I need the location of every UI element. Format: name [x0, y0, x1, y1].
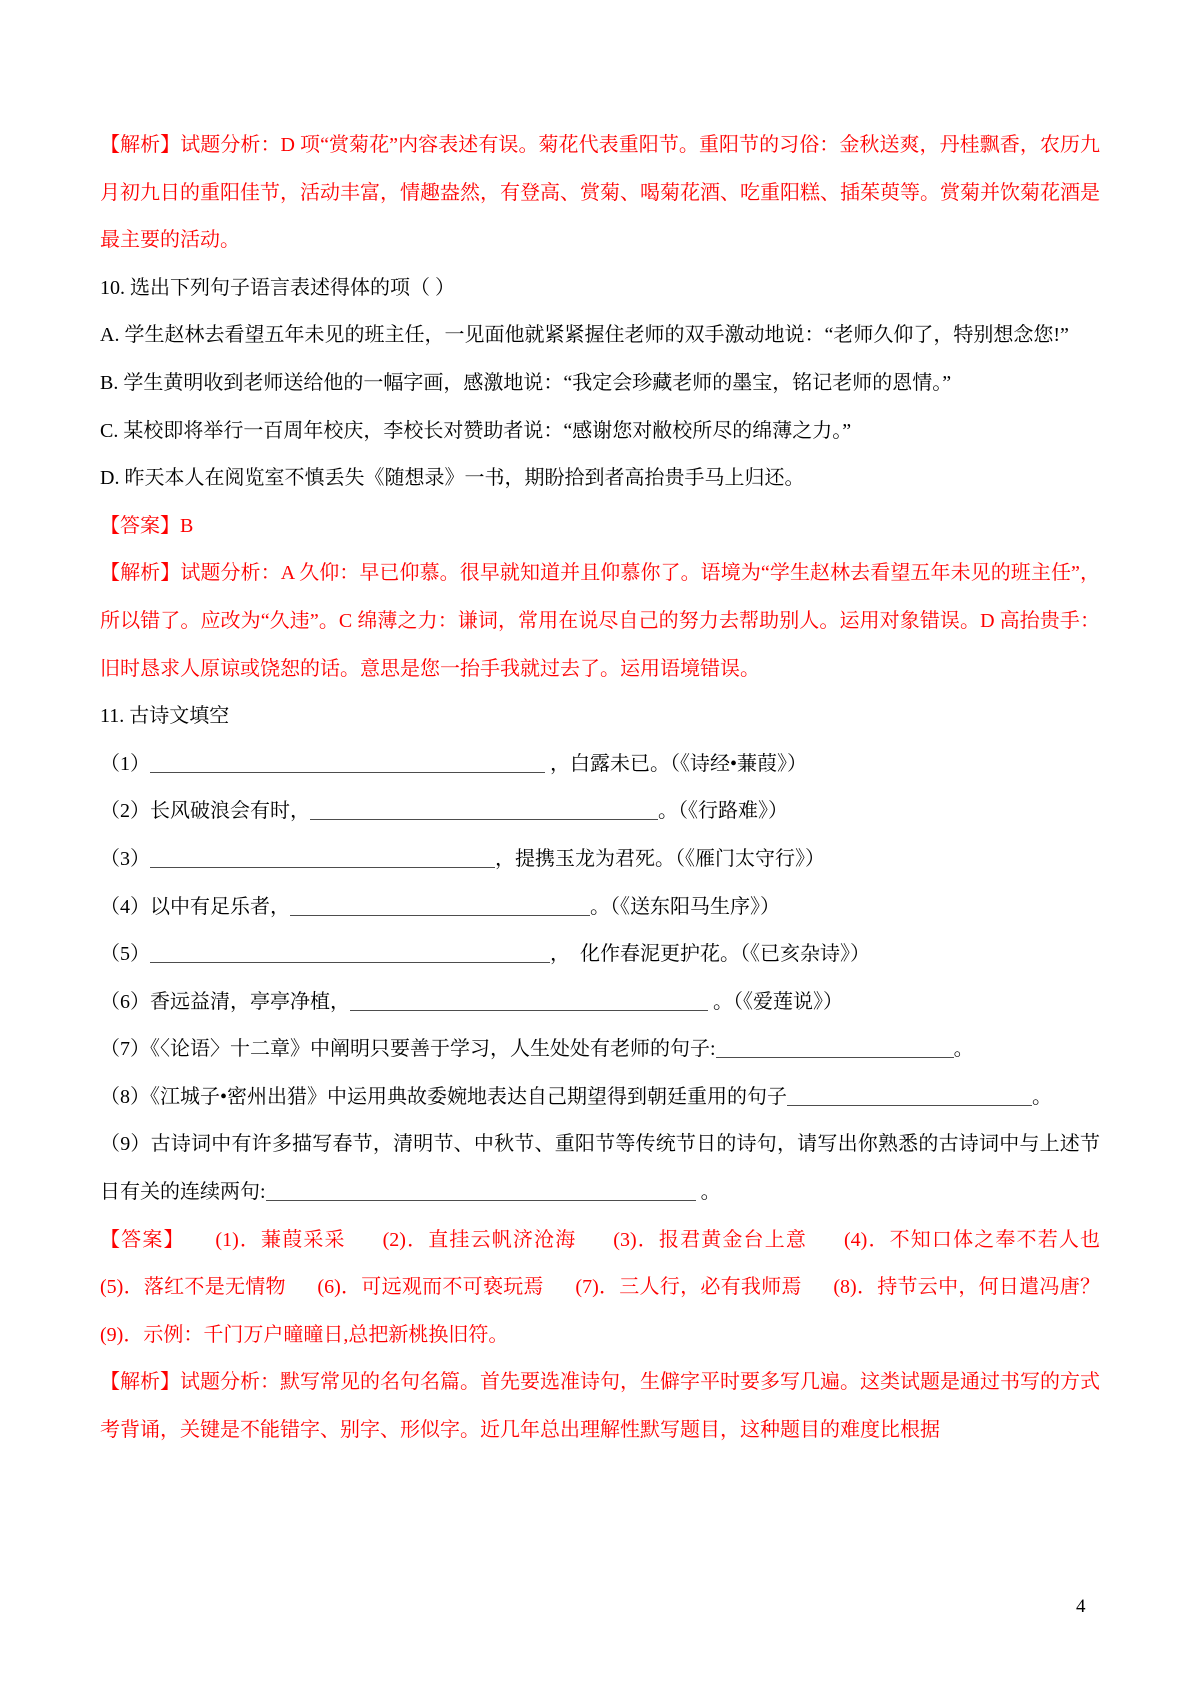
fill-item-text: 古诗词中有许多描写春节，清明节、中秋节、重阳节等传统节日的诗句，请写出你熟悉的古诗词中与上述节日有关的连续两句:: [100, 1133, 1101, 1204]
answer-value: B: [180, 514, 194, 537]
fill-item-number: （3）: [100, 847, 150, 870]
question-11-stem: 11. 古诗文填空: [100, 705, 230, 728]
fill-item-text: ， 化作春泥更护花。（《已亥杂诗》）: [550, 943, 870, 966]
fill-item-1: [100, 741, 1100, 789]
fill-item-text: ，白露未已。（《诗经•蒹葭》）: [545, 752, 808, 775]
analysis-paragraph-q9: [100, 122, 1100, 265]
answer-label: 【答案】: [100, 1228, 185, 1251]
option-text: 学生赵林去看望五年未见的班主任，一见面他就紧紧握住老师的双手激动地说：“老师久仰了，特别想念您!”: [124, 324, 1069, 347]
question-11-items: [100, 741, 1100, 1217]
fill-item-8: [100, 1074, 1100, 1122]
page-number: 4: [1076, 1596, 1086, 1617]
analysis-label: 【解析】: [100, 562, 181, 585]
question-10-analysis: [100, 550, 1100, 693]
fill-item-5: [100, 931, 1100, 979]
fill-item-number: （8）: [100, 1085, 150, 1108]
fill-item-text: 《江城子•密州出猎》中运用典故委婉地表达自己期望得到朝廷重用的句子: [150, 1085, 788, 1108]
fill-blank-line: [787, 1085, 1032, 1106]
fill-item-text: 。（《送东阳马生序》）: [590, 895, 780, 918]
answer-label: 【答案】: [100, 514, 180, 537]
page-content: [100, 122, 1131, 1455]
option-c: [100, 408, 1100, 456]
fill-item-number: （5）: [100, 943, 150, 966]
fill-blank-line: [266, 1180, 696, 1201]
analysis-text: 试题分析：A 久仰：早已仰慕。很早就知道并且仰慕你了。语境为“学生赵林去看望五年未见的班主任”，所以错了。应改为“久违”。C 绵薄之力：谦词，常用在说尽自己的努力去帮助别人。运用对象错误。D 高抬贵手：旧时恳求人原谅或饶恕的话。意思是您一抬手我就过去了。运用语境错误。: [100, 562, 1100, 680]
fill-blank-line: [310, 799, 658, 820]
fill-item-text: 。: [695, 1181, 721, 1204]
fill-item-number: （7）: [100, 1038, 150, 1061]
option-b: [100, 360, 1100, 408]
fill-item-text: 。（《爱莲说》）: [708, 990, 843, 1013]
option-text: 昨天本人在阅览室不慎丢失《随想录》一书，期盼拾到者高抬贵手马上归还。: [124, 467, 805, 490]
fill-item-text: ，提携玉龙为君死。（《雁门太守行》）: [495, 847, 825, 870]
question-10-stem: 10. 选出下列句子语言表述得体的项（ ）: [100, 276, 455, 299]
fill-item-text: 。: [1032, 1085, 1053, 1108]
fill-item-number: （2）: [100, 800, 150, 823]
option-text: 某校即将举行一百周年校庆，李校长对赞助者说：“感谢您对敝校所尽的绵薄之力。”: [123, 419, 852, 442]
fill-blank-line: [150, 942, 550, 963]
analysis-text: 试题分析：默写常见的名句名篇。首先要选准诗句，生僻字平时要多写几遍。这类试题是通过书写的方式考背诵，关键是不能错字、别字、形似字。近几年总出理解性默写题目，这种题目的难度比根据: [100, 1371, 1100, 1442]
option-label: D.: [100, 467, 125, 490]
question-11-analysis: [100, 1359, 1100, 1454]
fill-item-number: （4）: [100, 895, 150, 918]
fill-item-number: （1）: [100, 752, 150, 775]
fill-blank-line: [150, 847, 495, 868]
fill-item-2: [100, 788, 1100, 836]
fill-item-7: [100, 1026, 1100, 1074]
fill-item-text: 以中有足乐者，: [150, 895, 290, 918]
analysis-text: 试题分析：D 项“赏菊花”内容表述有误。菊花代表重阳节。重阳节的习俗：金秋送爽，丹桂飘香，农历九月初九日的重阳佳节，活动丰富，情趣盎然，有登高、赏菊、喝菊花酒、吃重阳糕、插茱萸等。赏菊并饮菊花酒是最主要的活动。: [100, 134, 1101, 252]
answer-list: (1)．蒹葭采采 (2)．直挂云帆济沧海 (3)．报君黄金台上意 (4)．不知口体之奉不若人也 (5)．落红不是无情物 (6)．可远观而不可亵玩焉 (7)．三人行，必有我师焉 (8)．持节云中，何日遣冯唐？ (9)．示例：千门万户曈曈日,总把新桃换旧符。: [100, 1228, 1131, 1346]
analysis-label: 【解析】: [100, 1371, 180, 1394]
question-10-options: [100, 312, 1100, 502]
fill-blank-line: [716, 1037, 954, 1058]
analysis-label: 【解析】: [100, 134, 181, 156]
fill-item-text: 《〈论语〉十二章》中阐明只要善于学习，人生处处有老师的句子:: [150, 1038, 716, 1061]
fill-item-4: [100, 884, 1100, 932]
option-label: B.: [100, 371, 124, 394]
fill-item-6: [100, 979, 1100, 1027]
fill-blank-line: [150, 752, 545, 773]
option-text: 学生黄明收到老师送给他的一幅字画，感激地说：“我定会珍藏老师的墨宝，铭记老师的恩情。”: [123, 371, 952, 394]
option-d: [100, 455, 1100, 503]
fill-item-number: （6）: [100, 990, 150, 1013]
fill-blank-line: [350, 990, 708, 1011]
fill-item-text: 。: [953, 1038, 974, 1061]
fill-item-text: 长风破浪会有时，: [150, 800, 310, 823]
option-label: A.: [100, 324, 125, 347]
fill-item-3: [100, 836, 1100, 884]
option-label: C.: [100, 419, 124, 442]
question-11-answer: [100, 1217, 1131, 1360]
fill-blank-line: [290, 895, 590, 916]
option-a: [100, 312, 1100, 360]
fill-item-9: [100, 1121, 1100, 1216]
fill-item-number: （9）: [100, 1133, 151, 1156]
fill-item-text: 。（《行路难》）: [658, 800, 788, 823]
question-10-answer: [100, 503, 1100, 551]
fill-item-text: 香远益清，亭亭净植，: [150, 990, 350, 1013]
